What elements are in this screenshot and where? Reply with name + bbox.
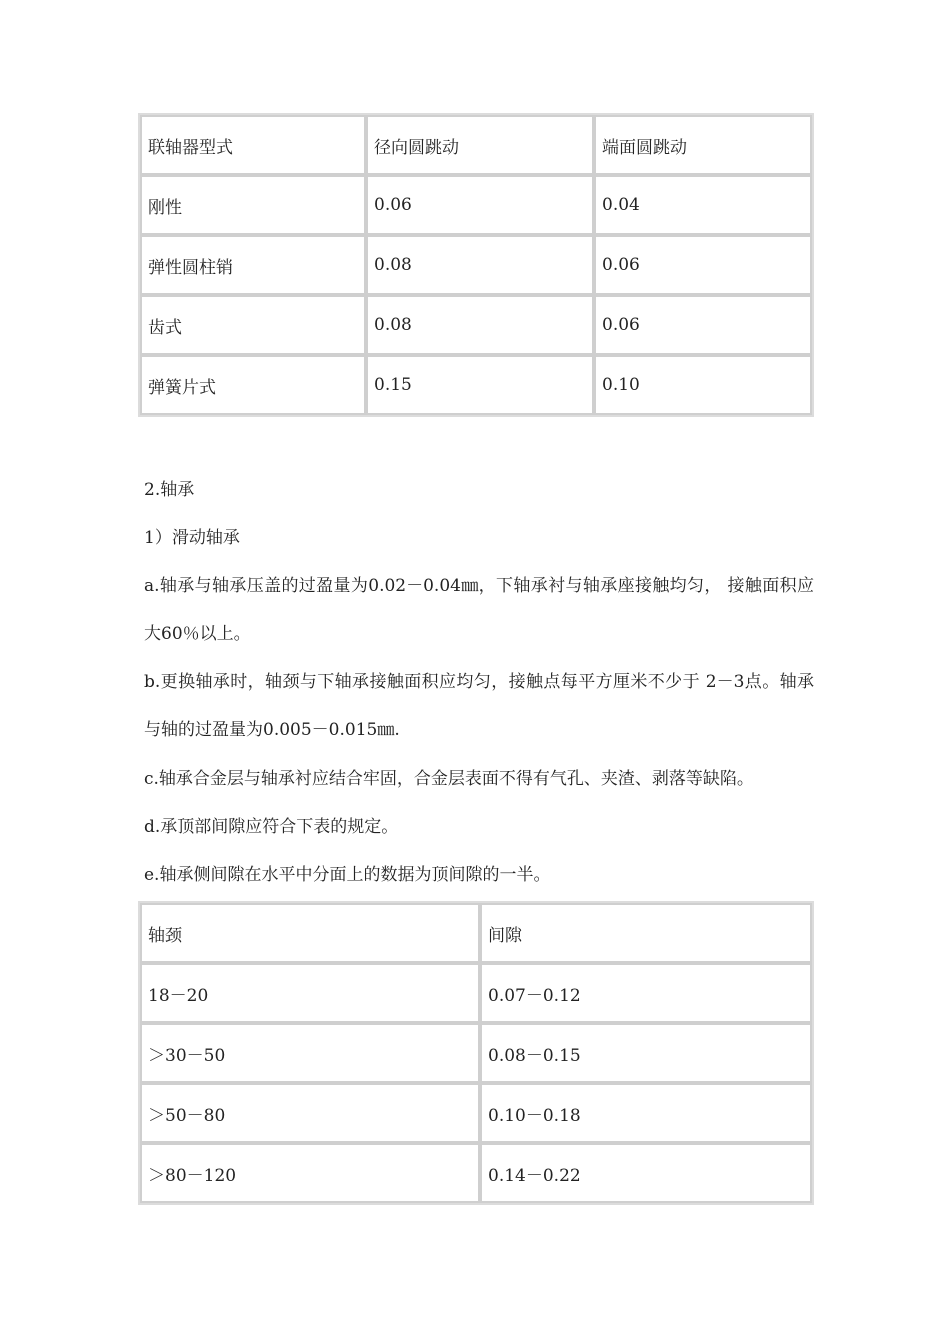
table-cell: 刚性	[140, 175, 366, 235]
table-cell: 0.08－0.15	[480, 1023, 812, 1083]
table-header-row	[140, 115, 812, 175]
section-heading: 2.轴承	[144, 480, 195, 500]
paragraph-item-b: b.更换轴承时，轴颈与下轴承接触面积应均匀，接触点每平方厘米不少于 2－3点。轴承与轴的过盈量为0.005－0.015㎜.	[144, 672, 814, 740]
table-cell: ＞30－50	[140, 1023, 480, 1083]
table-cell: 0.06	[366, 175, 594, 235]
header-cell: 间隙	[480, 903, 812, 963]
paragraph-item-a: a.轴承与轴承压盖的过盈量为0.02－0.04㎜，下轴承衬与轴承座接触均匀， 接触面积应大60％以上。	[144, 576, 814, 644]
table-cell: 18－20	[140, 963, 480, 1023]
table-cell: ＞80－120	[140, 1143, 480, 1203]
table-row	[140, 235, 812, 295]
table-row	[140, 1023, 812, 1083]
paragraph-item-e: e.轴承侧间隙在水平中分面上的数据为顶间隙的一半。	[144, 865, 551, 885]
table-row	[140, 1083, 812, 1143]
table-row	[140, 175, 812, 235]
table-cell: 0.14－0.22	[480, 1143, 812, 1203]
table-cell: 0.06	[594, 235, 812, 295]
table-row	[140, 355, 812, 415]
table-header-row	[140, 903, 812, 963]
table-row	[140, 1143, 812, 1203]
table-cell: 0.08	[366, 295, 594, 355]
table-cell: 0.08	[366, 235, 594, 295]
table-cell: ＞50－80	[140, 1083, 480, 1143]
header-cell: 联轴器型式	[140, 115, 366, 175]
table-row	[140, 963, 812, 1023]
table-row	[140, 295, 812, 355]
table-cell: 0.04	[594, 175, 812, 235]
table-cell: 齿式	[140, 295, 366, 355]
table-cell: 0.07－0.12	[480, 963, 812, 1023]
section-subheading: 1）滑动轴承	[144, 528, 240, 548]
journal-clearance-table	[138, 901, 814, 1205]
table-cell: 0.15	[366, 355, 594, 415]
table-cell: 弹性圆柱销	[140, 235, 366, 295]
coupling-runout-table	[138, 113, 814, 417]
header-cell: 端面圆跳动	[594, 115, 812, 175]
paragraph-item-d: d.承顶部间隙应符合下表的规定。	[144, 817, 399, 837]
table-cell: 0.06	[594, 295, 812, 355]
header-cell: 径向圆跳动	[366, 115, 594, 175]
paragraph-item-c: c.轴承合金层与轴承衬应结合牢固，合金层表面不得有气孔、夹渣、剥落等缺陷。	[144, 769, 754, 789]
header-cell: 轴颈	[140, 903, 480, 963]
table-cell: 0.10	[594, 355, 812, 415]
table-cell: 0.10－0.18	[480, 1083, 812, 1143]
table-cell: 弹簧片式	[140, 355, 366, 415]
